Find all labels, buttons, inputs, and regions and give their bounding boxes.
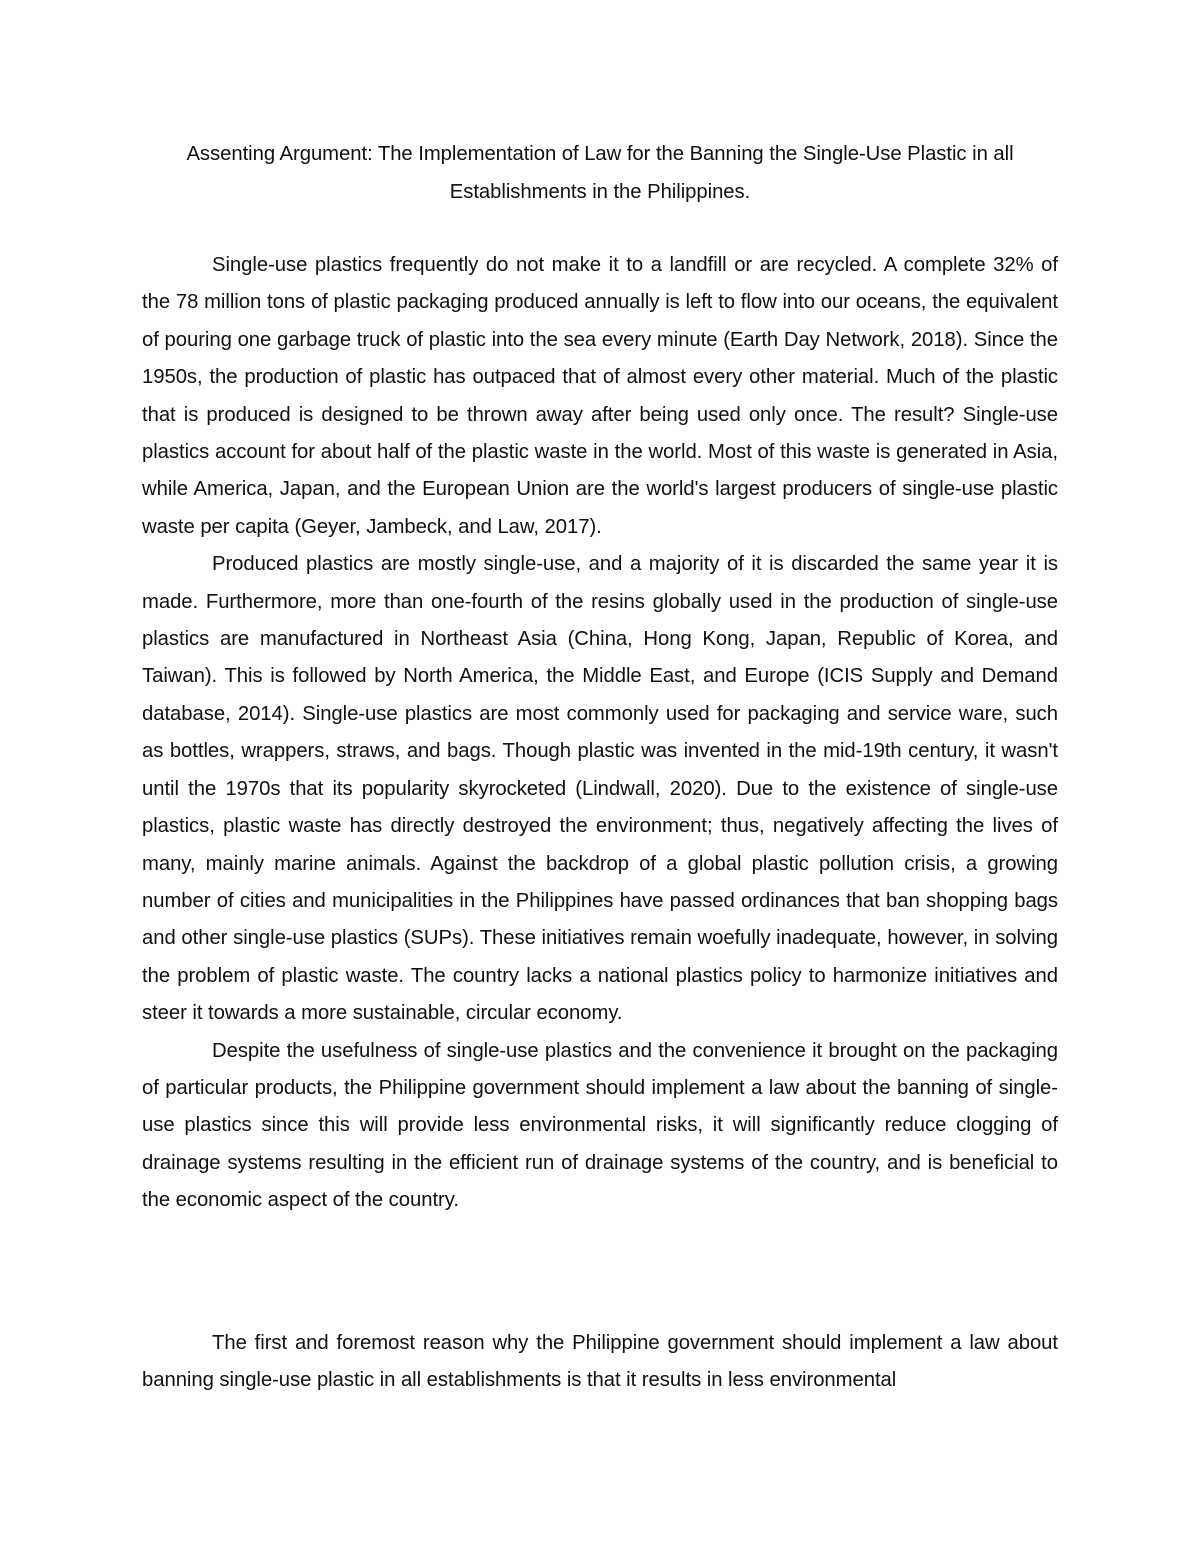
paragraph-3-thesis: Despite the usefulness of single-use plastics and the convenience it brought on the packaging of particular products, the Philippine government should implement a law about the banning of single-use plastics since this will provide less environmental risks, it will significantly reduce clogging of drainage systems resulting in the efficient run of drainage systems of the country, and is beneficial to the economic aspect of the country.: [142, 1039, 1058, 1212]
paragraph-2: Produced plastics are mostly single-use, and a majority of it is discarded the same year it is made. Furthermore, more than one-fourth of the resins globally used in the production of single-use plastics are manufactured in Northeast Asia (China, Hong Kong, Japan, Republic of Korea, and Taiwan). This is followed by North America, the Middle East, and Europe (ICIS Supply and Demand database, 2014). Single-use plastics are most commonly used for packaging and service ware, such as bottles, wrappers, straws, and bags. Though plastic was invented in the mid-19th century, it wasn't until the 1970s that its popularity skyrocketed (Lindwall, 2020). Due to the existence of single-use plastics, plastic waste has directly destroyed the environment; thus, negatively affecting the lives of many, mainly marine animals. Against the backdrop of a global plastic pollution crisis, a growing number of cities and municipalities in the Philippines have passed ordinances that ban shopping bags and other single-use plastics (SUPs). These initiatives remain woefully inadequate, however, in solving the problem of plastic waste. The country lacks a national plastics policy to harmonize initiatives and steer it towards a more sustainable, circular economy.: [142, 553, 1058, 1025]
first-reason-section: [142, 1325, 1058, 1400]
paragraph-4: The first and foremost reason why the Philippine government should implement a law about banning single-use plastic in all establishments is that it results in less environmental: [142, 1332, 1058, 1392]
introduction-section: [142, 247, 1058, 1220]
paragraph-1: Single-use plastics frequently do not make it to a landfill or are recycled. A complete 32% of the 78 million tons of plastic packaging produced annually is left to flow into our oceans, the equivalent of pouring one garbage truck of plastic into the sea every minute (Earth Day Network, 2018). Since the 1950s, the production of plastic has outpaced that of almost every other material. Much of the plastic that is produced is designed to be thrown away after being used only once. The result? Single-use plastics account for about half of the plastic waste in the world. Most of this waste is generated in Asia, while America, Japan, and the European Union are the world's largest producers of single-use plastic waste per capita (Geyer, Jambeck, and Law, 2017).: [142, 254, 1058, 538]
document-title: Assenting Argument: The Implementation of Law for the Banning the Single-Use Plastic in all Establishments in the Philippines.: [186, 143, 1014, 203]
